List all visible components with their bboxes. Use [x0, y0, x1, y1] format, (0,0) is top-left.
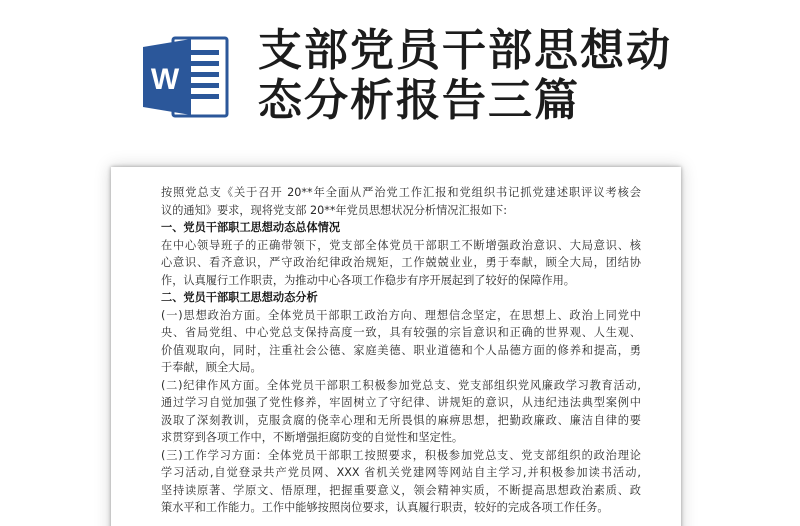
title-line-2: 态分析报告三篇: [258, 75, 580, 126]
paragraph-line: 心意识、看齐意识，严守政治纪律政治规矩，工作兢兢业业，勇于奉献，顾全大局，团结协: [161, 256, 641, 269]
paragraph-line: 坚持读原著、学原文、悟原理，把握重要意义，领会精神实质，不断提高思想政治素质、政: [161, 483, 641, 497]
word-document-icon: [143, 36, 229, 118]
paragraph-line: 策水平和工作能力。工作中能够按照岗位要求，认真履行职责，较好的完成各项工作任务。: [161, 501, 609, 514]
paragraph-line: (一)思想政治方面。全体党员干部职工政治方向、理想信念坚定，在思想上、政治上同党中: [161, 308, 641, 322]
paragraph-line: 央、省局党组、中心党总支保持高度一致，具有较强的宗旨意识和正确的世界观、人生观、: [161, 326, 641, 339]
paragraph-line: 汲取了深刻教训，克服贪腐的侥幸心理和无所畏惧的麻痹思想，把勤政廉政、廉洁自律的要: [161, 413, 641, 427]
paragraph-line: (三)工作学习方面：全体党员干部职工按照要求，积极参加党总支、党支部组织的政治理论: [161, 448, 641, 462]
paragraph-line: 按照党总支《关于召开 20**年全面从严治党工作汇报和党组织书记抓党建述职评议考核会: [161, 186, 641, 199]
paragraph-line: 作，认真履行工作职责，为推动中心各项工作稳步有序开展起到了较好的保障作用。: [161, 273, 575, 287]
paragraph-line: 在中心领导班子的正确带领下，党支部全体党员干部职工不断增强政治意识、大局意识、核: [161, 238, 641, 252]
document-page: [111, 167, 681, 526]
header: [0, 0, 800, 165]
paragraph-line: (二)纪律作风方面。全体党员干部职工积极参加党总支、党支部组织党风廉政学习教育活动,: [161, 378, 641, 392]
page-title: [258, 26, 718, 126]
paragraph-line: 于奉献，顾全大局。: [161, 361, 262, 374]
word-letter: W: [150, 63, 180, 96]
paragraph-line: 通过学习自觉加强了党性修养，牢固树立了守纪律、讲规矩的意识，从违纪违法典型案例中: [161, 396, 641, 409]
section-heading: 二、党员干部职工思想动态分析: [161, 291, 318, 304]
document-body: [161, 184, 641, 517]
section-heading: 一、党员干部职工思想动态总体情况: [161, 221, 341, 234]
paragraph-line: 价值观取向，同时，注重社会公德、家庭美德、职业道德和个人品德方面的修养和提高，勇: [161, 343, 641, 357]
paragraph-line: 议的通知》要求，现将党支部 20**年党员思想状况分析情况汇报如下:: [161, 203, 508, 217]
paragraph-line: 学习活动,自觉登录共产党员网、XXX 省机关党建网等网站自主学习,并积极参加读书活动,: [161, 466, 641, 479]
title-line-1: 支部党员干部思想动: [258, 25, 672, 76]
paragraph-line: 求贯穿到各项工作中，不断增强拒腐防变的自觉性和坚定性。: [161, 431, 464, 444]
